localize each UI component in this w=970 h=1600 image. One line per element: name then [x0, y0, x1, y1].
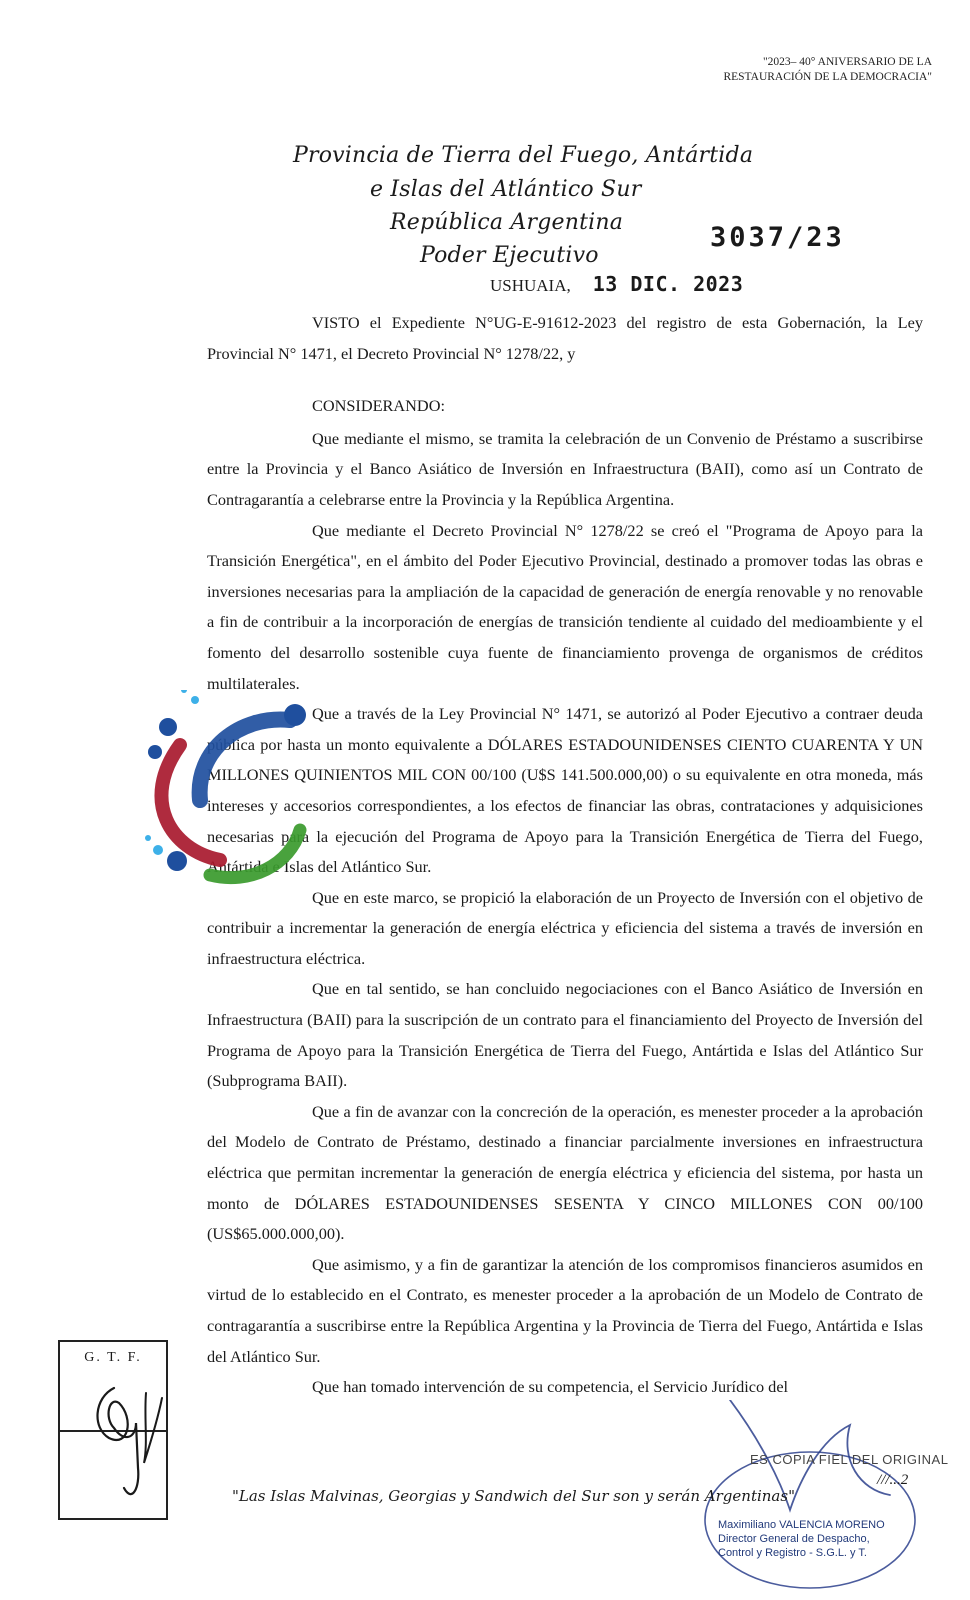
- certified-copy-stamp: ES COPIA FIEL DEL ORIGINAL: [750, 1452, 949, 1467]
- handwritten-initials-icon: [74, 1368, 174, 1508]
- recital-paragraph-4: Que en este marco, se propició la elaboración de un Proyecto de Inversión con el objetivo de contribuir a incrementar la generación de energía eléctrica y eficiencia del sistema a través de inversión en infraestructura eléctrica.: [207, 887, 923, 968]
- decree-body: [207, 308, 923, 1403]
- anniversary-line-1: "2023– 40° ANIVERSARIO DE LA: [762, 56, 932, 68]
- letterhead-province: Provincia de Tierra del Fuego, Antártida: [293, 143, 754, 168]
- recital-paragraph-1: Que mediante el mismo, se tramita la celebración de un Convenio de Préstamo a suscribirse entre la Provincia y el Banco Asiático de Inversión en Infraestructura (BAII), como así un Contrato de Contragarantía a celebrarse entre la Provincia y la República Argentina.: [207, 428, 923, 509]
- official-title-2: Control y Registro - S.G.L. y T.: [718, 1547, 867, 1559]
- letterhead-country: República Argentina: [390, 210, 624, 235]
- visto-paragraph: VISTO el Expediente N°UG-E-91612-2023 del registro de esta Gobernación, la Ley Provincial N° 1471, el Decreto Provincial N° 1278/22, y: [207, 313, 923, 363]
- letterhead-islands: e Islas del Atlántico Sur: [370, 177, 642, 202]
- recital-paragraph-7: Que asimismo, y a fin de garantizar la atención de los compromisos financieros asumidos en virtud de lo establecido en el Contrato, es menester proceder a la aprobación de un Modelo de Contrato de contragarantía a suscribirse entre la República Argentina y la Provincia de Tierra del Fuego, Antártida e Islas del Atlántico Sur.: [207, 1254, 923, 1366]
- letterhead-executive: Poder Ejecutivo: [420, 243, 599, 268]
- recital-paragraph-3: Que a través de la Ley Provincial N° 1471, se autorizó al Poder Ejecutivo a contraer deuda pública por hasta un monto equivalente a DÓLARES ESTADOUNIDENSES CIENTO CUARENTA Y UN MILLONES QUINIENTOS MIL CON 00/100 (U$S 141.500.000,00) o su equivalente en otra moneda, más intereses y accesorios correspondientes, a los efectos de financiar las obras, contrataciones y adquisiciones necesarias para la ejecución del Programa de Apoyo para la Transición Energética de Tierra del Fuego, Antártida e Islas del Atlántico Sur.: [207, 704, 923, 877]
- recital-paragraph-5: Que en tal sentido, se han concluido negociaciones con el Banco Asiático de Inversión en Infraestructura (BAII) para la suscripción de un contrato para el financiamiento del Proyecto de Inversión del Programa de Apoyo para la Transición Energética de Tierra del Fuego, Antártida e Islas del Atlántico Sur (Subprograma BAII).: [207, 979, 923, 1091]
- continuation-mark: ///...2: [877, 1472, 909, 1488]
- official-stamp-text: [718, 1518, 958, 1560]
- official-title-1: Director General de Despacho,: [718, 1533, 870, 1545]
- recital-paragraph-8: Que han tomado intervención de su competencia, el Servicio Jurídico del: [312, 1377, 789, 1397]
- considerando-heading: CONSIDERANDO:: [312, 396, 445, 416]
- decree-number: 3037/23: [710, 222, 845, 253]
- anniversary-line-2: RESTAURACIÓN DE LA DEMOCRACIA": [723, 71, 932, 83]
- gtf-label: G. T. F.: [84, 1350, 142, 1365]
- letterhead: [0, 0, 970, 300]
- recital-paragraph-2: Que mediante el Decreto Provincial N° 1278/22 se creó el "Programa de Apoyo para la Transición Energética", en el ámbito del Poder Ejecutivo Provincial, destinado a promover todas las obras e inversiones necesarias para la ampliación de la capacidad de generación de energía renovable y no renovable a fin de contribuir a la incorporación de energías de transición tendiente al cuidado del medioambiente y el fomento del desarrollo sostenible cuya fuente de financiamiento provenga de organismos de créditos multilaterales.: [207, 520, 923, 693]
- gtf-initials-box: [58, 1340, 168, 1520]
- recital-paragraph-6: Que a fin de avanzar con la concreción de la operación, es menester proceder a la aprobación del Modelo de Contrato de Préstamo, destinado a financiar parcialmente inversiones en infraestructura eléctrica que permitan incrementar la generación de energía eléctrica y eficiencia del sistema, por hasta un monto de DÓLARES ESTADOUNIDENSES SESENTA Y CINCO MILLONES CON 00/100 (US$65.000.000,00).: [207, 1101, 923, 1244]
- date-stamp: 13 DIC. 2023: [592, 272, 744, 296]
- place-date: [490, 272, 743, 296]
- malvinas-motto: "Las Islas Malvinas, Georgias y Sandwich del Sur son y serán Argentinas": [232, 1487, 795, 1505]
- place-label: USHUAIA,: [490, 276, 571, 295]
- official-name: Maximiliano VALENCIA MORENO: [718, 1519, 885, 1531]
